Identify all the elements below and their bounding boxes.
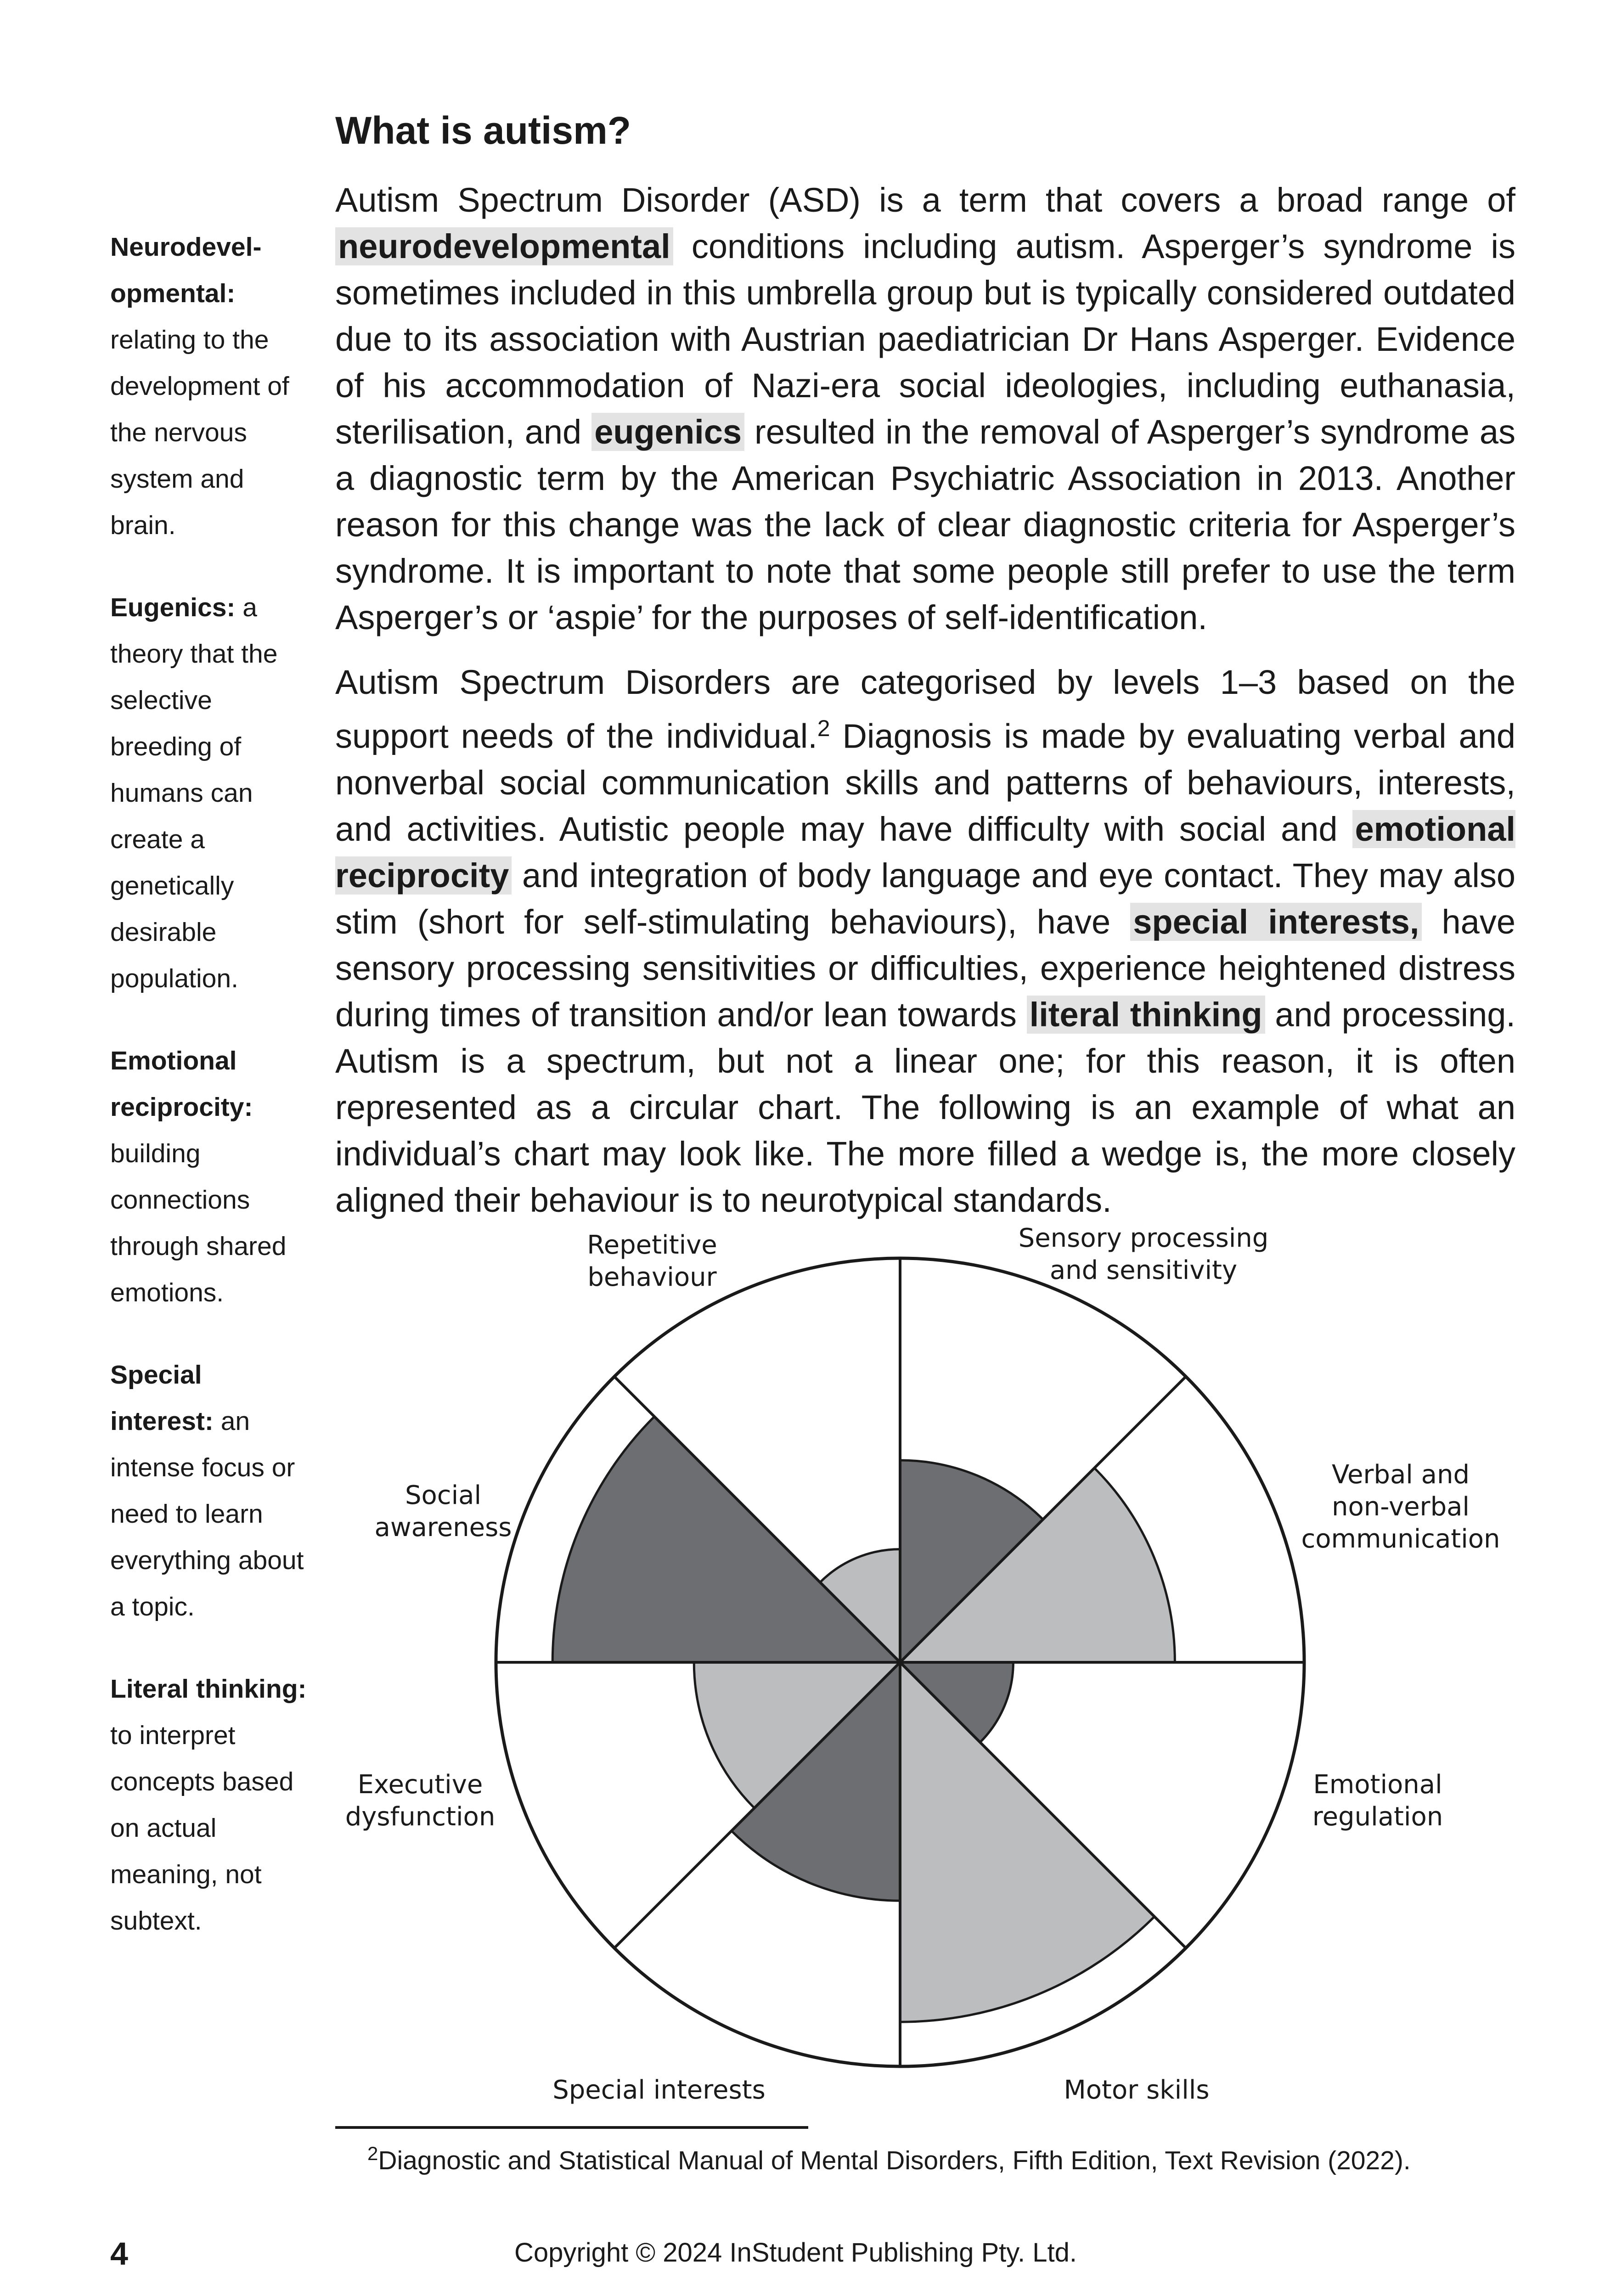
highlighted-term: neurodevelopmental (335, 227, 673, 265)
page-title: What is autism? (335, 109, 631, 152)
glossary-entry (110, 1038, 312, 1316)
glossary-term: Special interest: (110, 1360, 214, 1436)
glossary-entry (110, 585, 312, 1002)
highlighted-term: emotional reciprocity (335, 810, 1515, 895)
glossary-term: Emotional reciprocity: (110, 1046, 253, 1122)
highlighted-term: literal thinking (1027, 996, 1265, 1034)
glossary-entry (110, 224, 312, 549)
text-run: Diagnosis is made by evaluating verbal and nonverbal social communication skills and patterns of behaviours, interests, and activities. Autistic people may have difficulty with social and (335, 717, 1515, 848)
text-run: resulted in the removal of Asperger’s syndrome as a diagnostic term by the American Psychiatric Association in 2013. Another reason for this change was the lack of clear diagnostic criteria for Asperger’s syndrome. It is important to note that some people still prefer to use the term Asperger’s or ‘aspie’ for the purposes of self-identification. (335, 413, 1515, 636)
glossary-definition: a theory that the selective breeding of humans can create a genetically desirable population. (110, 593, 278, 993)
glossary-definition: relating to the development of the nervous system and brain. (110, 325, 289, 540)
glossary-term: Eugenics: (110, 593, 236, 622)
text-run: Autism Spectrum Disorders are categorised by levels 1–3 based on the support needs of the individual. (335, 663, 1515, 755)
glossary-definition: building connections through shared emotions. (110, 1139, 287, 1307)
footnote (367, 2135, 1411, 2179)
text-run: conditions including autism. Asperger’s syndrome is sometimes included in this umbrella group but is typically considered outdated due to its association with Austrian paediatrician Dr Hans Asperger. Evidence of his accommodation of Nazi-era social ideologies, including euthanasia, sterilisation, and (335, 227, 1515, 451)
footnote-divider (335, 2126, 808, 2129)
wedge-label: Social awareness (374, 1480, 512, 1542)
copyright-notice: Copyright © 2024 InStudent Publishing Pty. Ltd. (514, 2238, 1077, 2268)
wedge-label: Verbal and non-verbal communication (1301, 1460, 1500, 1554)
text-run: and integration of body language and eye contact. They may also stim (short for self-stimulating behaviours), have (335, 856, 1515, 941)
text-run: have sensory processing sensitivities or difficulties, experience heightened distress during times of transition and/or lean towards (335, 902, 1515, 1034)
wedge-label: Motor skills (1064, 2075, 1210, 2105)
glossary-definition: to interpret concepts based on actual meaning, not subtext. (110, 1721, 294, 1936)
glossary-term: Literal thinking: (110, 1674, 307, 1704)
main-text (335, 177, 1515, 1242)
highlighted-term: special interests, (1130, 903, 1422, 941)
paragraph-2 (335, 659, 1515, 1223)
footnote-text: Diagnostic and Statistical Manual of Mental Disorders, Fifth Edition, Text Revision (2022). (378, 2146, 1411, 2175)
highlighted-term: eugenics (591, 413, 744, 451)
wedge-label: Executive dysfunction (345, 1770, 496, 1832)
paragraph-1 (335, 177, 1515, 641)
wedge-label: Sensory processing and sensitivity (1018, 1223, 1269, 1285)
text-run: Autism Spectrum Disorder (ASD) is a term that covers a broad range of (335, 181, 1515, 219)
glossary-sidebar (110, 224, 312, 1980)
footnote-marker: 2 (367, 2143, 378, 2164)
glossary-entry (110, 1352, 312, 1630)
glossary-definition: an intense focus or need to learn everything about a topic. (110, 1407, 304, 1621)
wedge-label: Repetitive behaviour (587, 1230, 717, 1292)
wedge-label: Emotional regulation (1312, 1770, 1443, 1832)
glossary-term: Neurodevel-opmental: (110, 232, 262, 308)
text-run: and processing. Autism is a spectrum, but not a linear one; for this reason, it is often represented as a circular chart. The following is an example of what an individual’s chart may look like. The more filled a wedge is, the more closely aligned their behaviour is to neurotypical standards. (335, 995, 1515, 1219)
autism-spectrum-wheel-chart (321, 1212, 1534, 2112)
page-number: 4 (110, 2236, 128, 2272)
glossary-entry (110, 1666, 312, 1944)
footnote-reference: 2 (817, 715, 830, 741)
wedge-label: Special interests (552, 2075, 766, 2105)
